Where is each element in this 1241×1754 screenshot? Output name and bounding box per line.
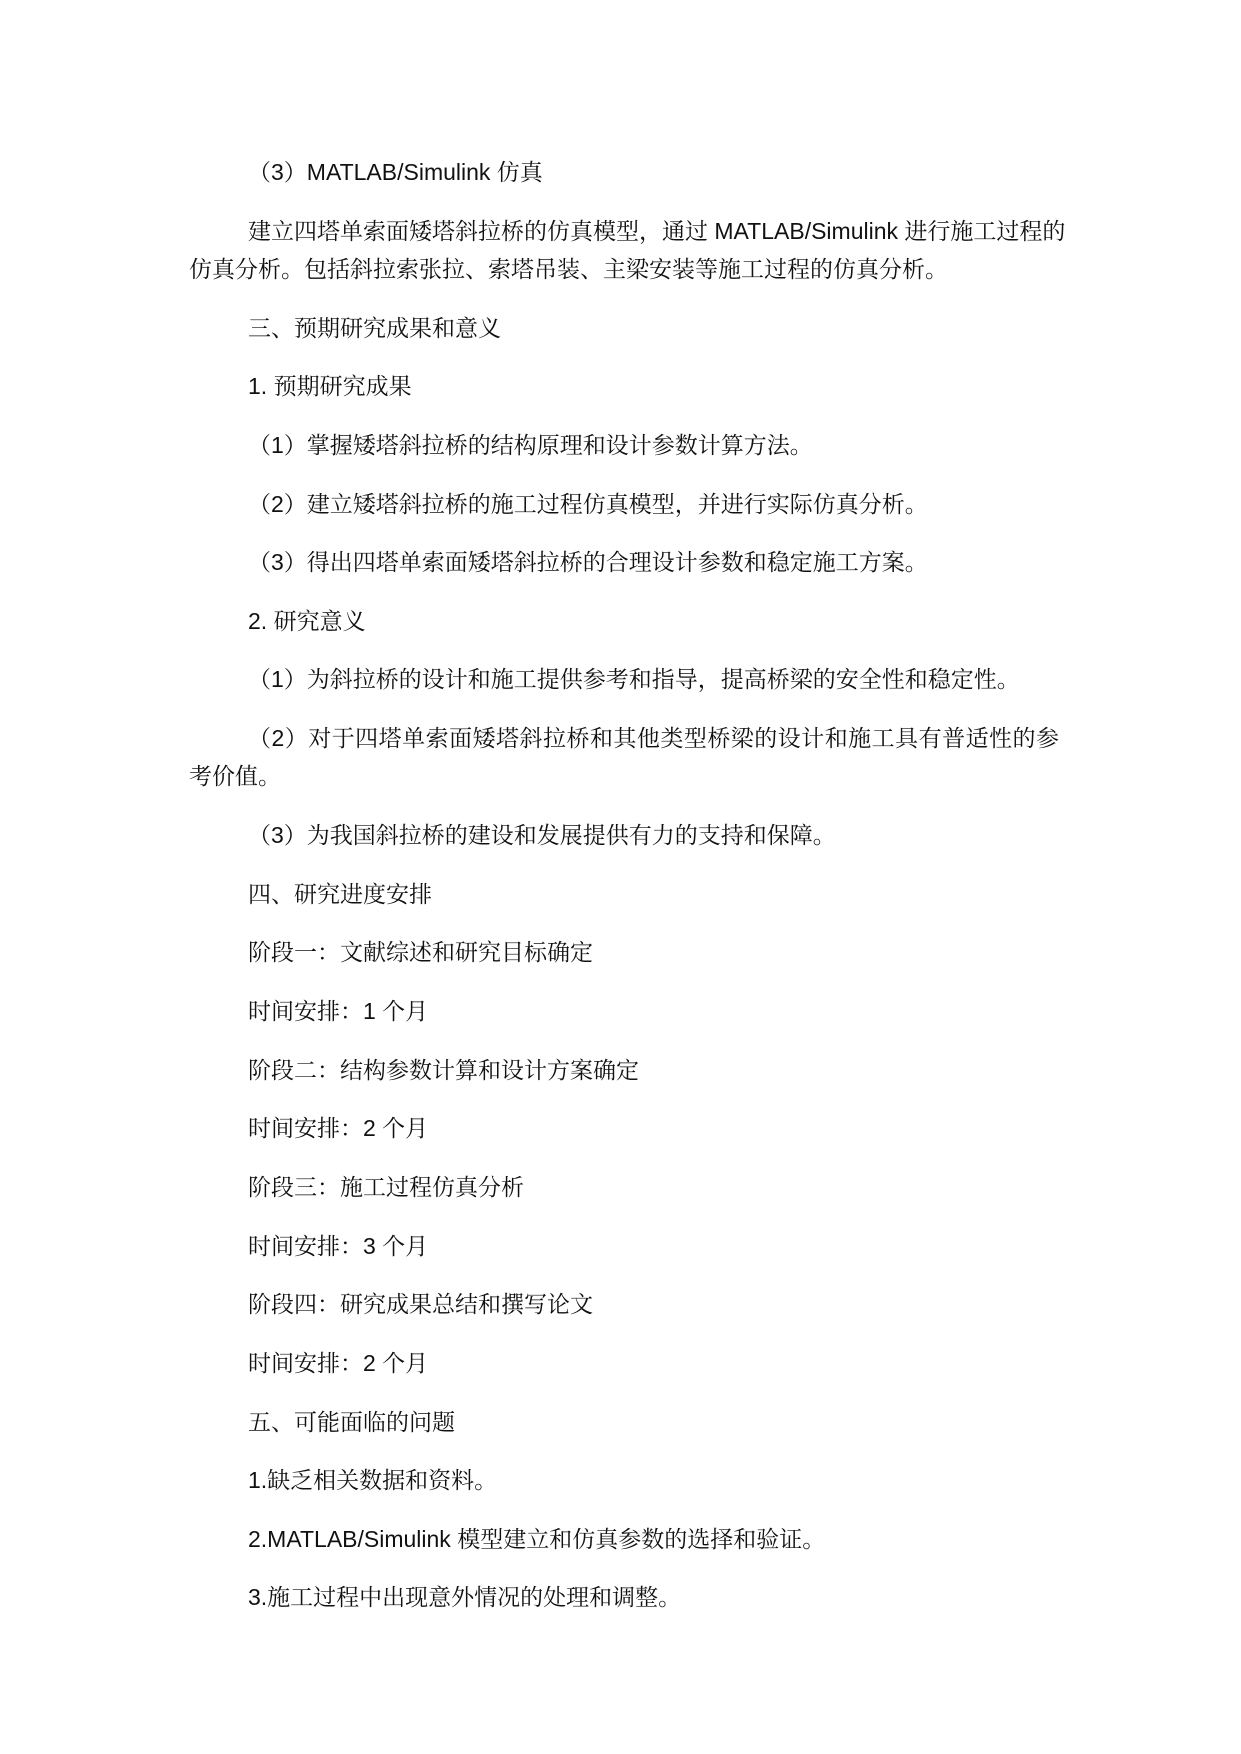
subsection-heading bbox=[189, 367, 1059, 405]
text-line: 仿真分析。包括斜拉索张拉、索塔吊装、主梁安装等施工过程的仿真分析。 bbox=[189, 255, 948, 282]
list-item bbox=[189, 816, 1059, 854]
text-line: （1）掌握矮塔斜拉桥的结构原理和设计参数计算方法。 bbox=[248, 431, 813, 458]
list-item bbox=[189, 426, 1059, 464]
text-line: 1.缺乏相关数据和资料。 bbox=[248, 1467, 498, 1494]
text-line: 阶段一：文献综述和研究目标确定 bbox=[248, 939, 593, 966]
schedule-duration bbox=[189, 1109, 1059, 1147]
text-line: 阶段二：结构参数计算和设计方案确定 bbox=[248, 1056, 639, 1083]
section-heading bbox=[189, 1403, 1059, 1441]
list-item bbox=[189, 719, 1059, 796]
schedule-duration bbox=[189, 1227, 1059, 1265]
document-body bbox=[189, 153, 1066, 1637]
text-line: 时间安排：1 个月 bbox=[248, 998, 429, 1025]
section-heading bbox=[189, 309, 1059, 347]
subsection-heading bbox=[189, 602, 1059, 640]
text-line: 时间安排：2 个月 bbox=[248, 1349, 429, 1376]
schedule-stage bbox=[189, 1051, 1059, 1089]
text-line: 阶段四：研究成果总结和撰写论文 bbox=[248, 1291, 593, 1318]
text-line: 1. 预期研究成果 bbox=[248, 373, 412, 400]
list-item bbox=[189, 1578, 1059, 1616]
text-line: 考价值。 bbox=[189, 763, 281, 790]
list-item bbox=[189, 543, 1059, 581]
body-paragraph bbox=[189, 212, 1066, 289]
text-line: （1）为斜拉桥的设计和施工提供参考和指导，提高桥梁的安全性和稳定性。 bbox=[248, 666, 1020, 693]
text-line: 阶段三：施工过程仿真分析 bbox=[248, 1173, 524, 1200]
text-line: 2. 研究意义 bbox=[248, 607, 366, 634]
schedule-stage bbox=[189, 1168, 1059, 1206]
list-item bbox=[189, 153, 1059, 191]
list-item bbox=[189, 660, 1059, 698]
text-line: 五、可能面临的问题 bbox=[248, 1408, 455, 1435]
text-line: 时间安排：3 个月 bbox=[248, 1232, 429, 1259]
text-line: （3）为我国斜拉桥的建设和发展提供有力的支持和保障。 bbox=[248, 822, 836, 849]
text-line: 三、预期研究成果和意义 bbox=[248, 314, 501, 341]
schedule-stage bbox=[189, 933, 1059, 971]
text-line: （3）得出四塔单索面矮塔斜拉桥的合理设计参数和稳定施工方案。 bbox=[248, 549, 928, 576]
text-line: 四、研究进度安排 bbox=[248, 880, 432, 907]
text-line: 时间安排：2 个月 bbox=[248, 1115, 429, 1142]
list-item bbox=[189, 485, 1059, 523]
list-item bbox=[189, 1520, 1059, 1558]
list-item bbox=[189, 1461, 1059, 1499]
schedule-duration bbox=[189, 992, 1059, 1030]
text-line: （3）MATLAB/Simulink 仿真 bbox=[248, 159, 543, 185]
text-line: （2）建立矮塔斜拉桥的施工过程仿真模型，并进行实际仿真分析。 bbox=[248, 490, 928, 517]
text-line: 建立四塔单索面矮塔斜拉桥的仿真模型，通过 MATLAB/Simulink 进行施工过程的 bbox=[248, 217, 1066, 244]
schedule-duration bbox=[189, 1344, 1059, 1382]
section-heading bbox=[189, 875, 1059, 913]
text-line: （2）对于四塔单索面矮塔斜拉桥和其他类型桥梁的设计和施工具有普适性的参 bbox=[248, 725, 1059, 752]
text-line: 3.施工过程中出现意外情况的处理和调整。 bbox=[248, 1584, 682, 1611]
text-line: 2.MATLAB/Simulink 模型建立和仿真参数的选择和验证。 bbox=[248, 1525, 826, 1552]
schedule-stage bbox=[189, 1285, 1059, 1323]
